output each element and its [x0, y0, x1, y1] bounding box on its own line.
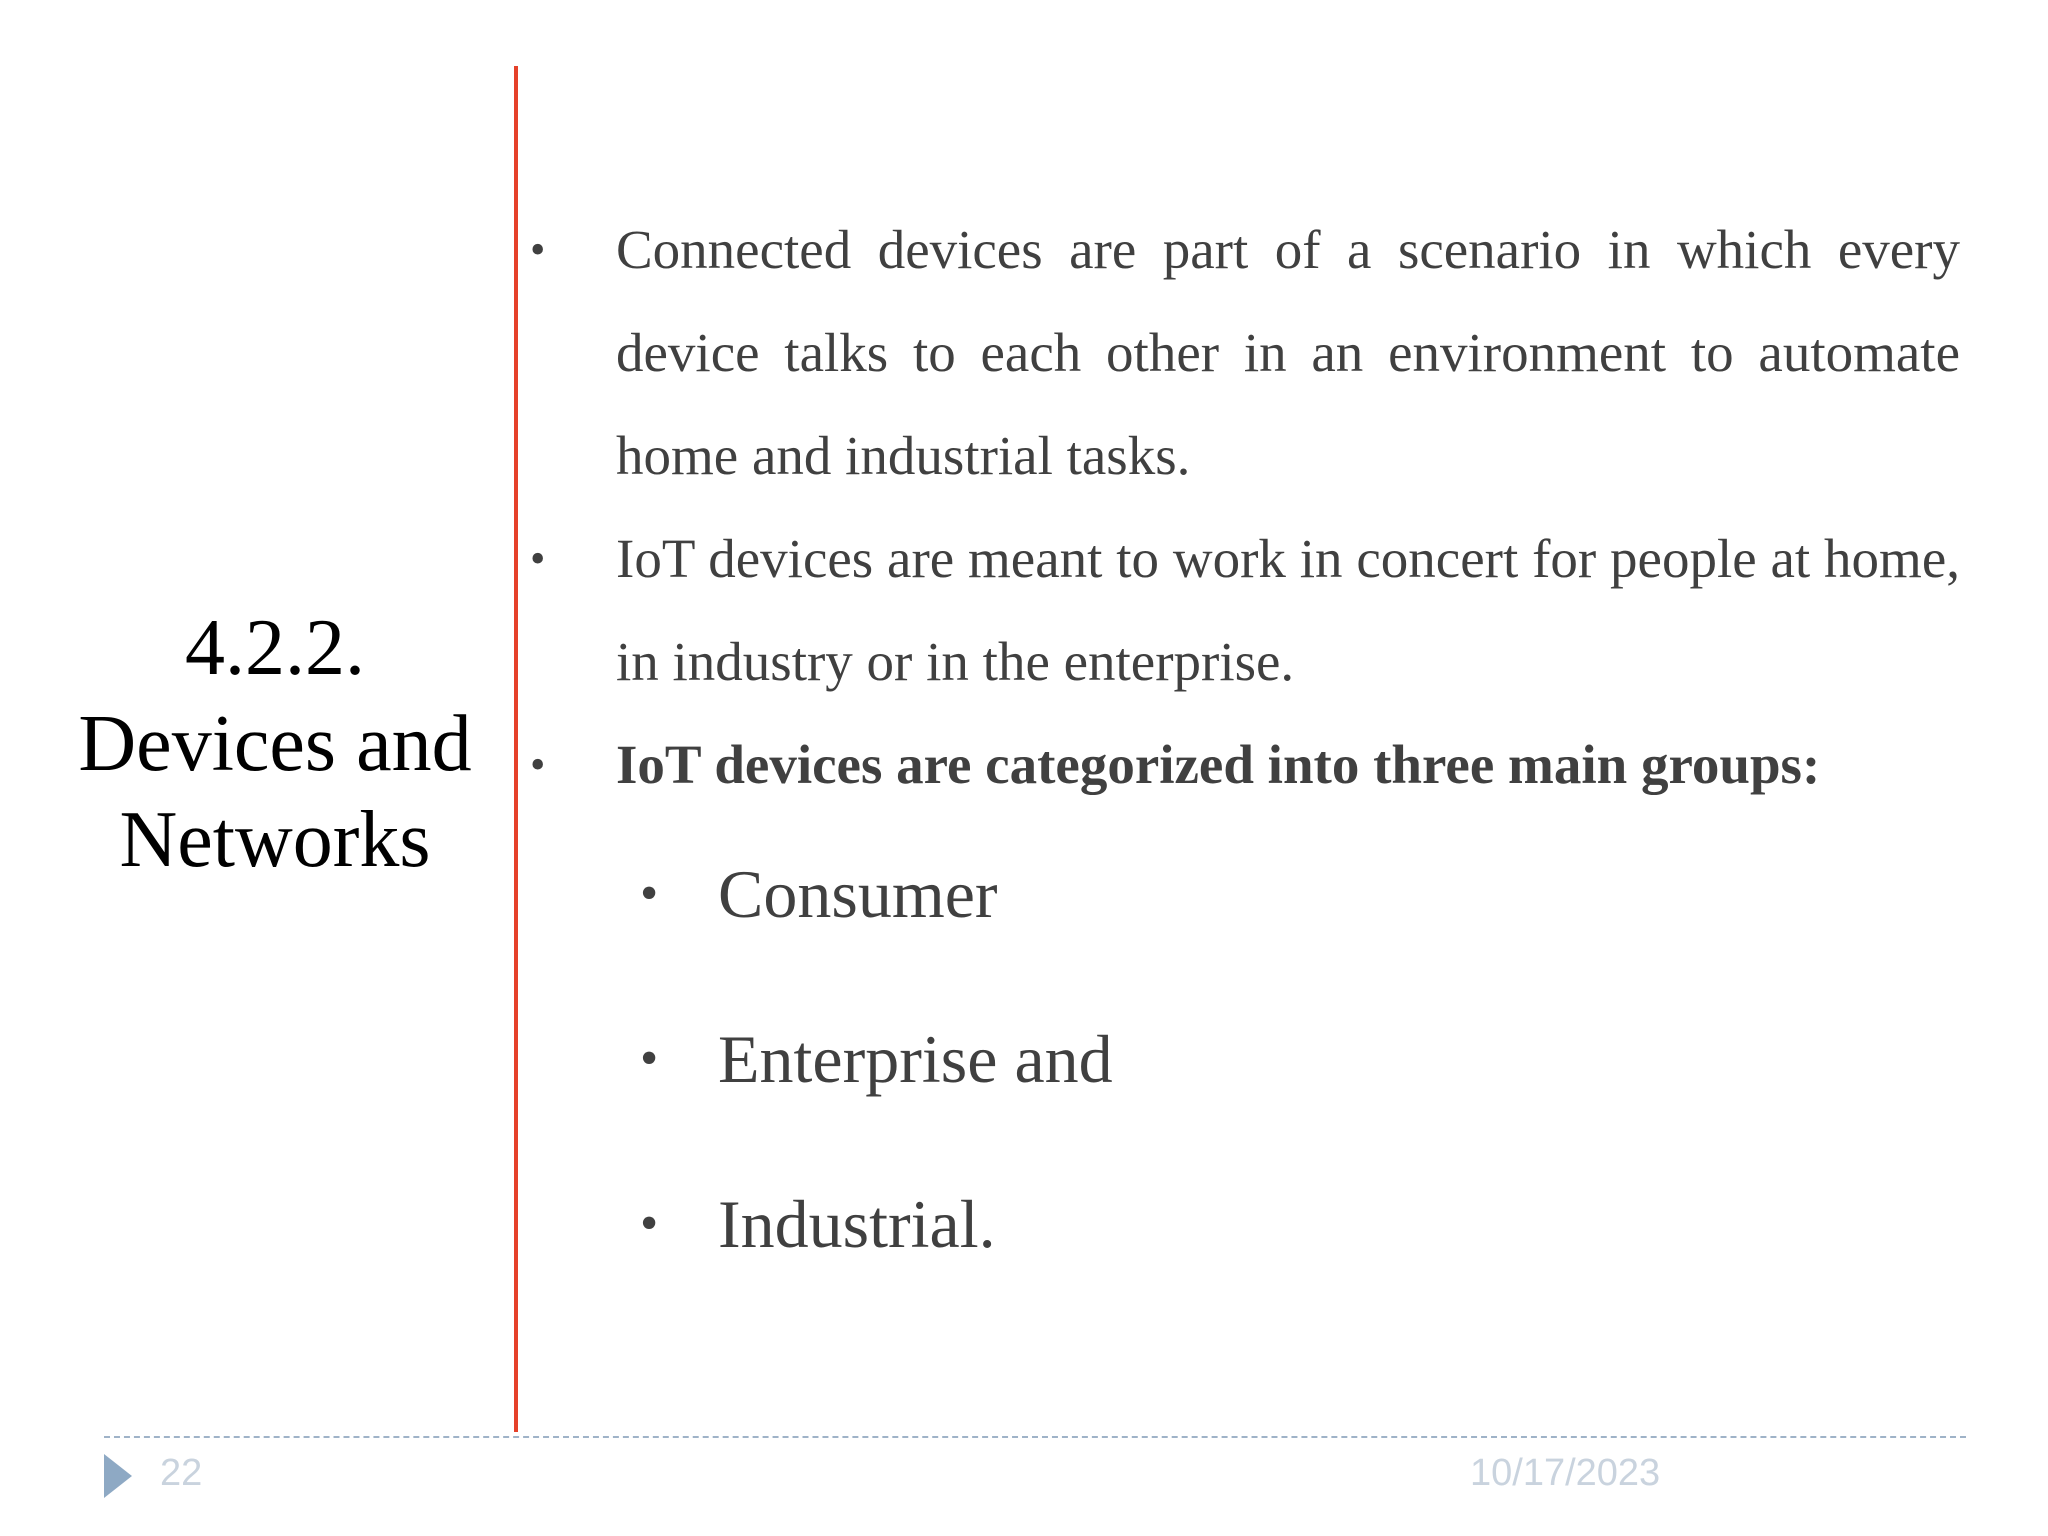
vertical-divider	[514, 66, 518, 1432]
bullet-marker: •	[640, 865, 659, 922]
sub-bullet-list	[530, 854, 1960, 1349]
section-title	[60, 600, 490, 888]
sub-bullet-text: Industrial.	[718, 1186, 996, 1262]
sub-bullet-text: Consumer	[718, 856, 998, 932]
page-number: 22	[160, 1452, 203, 1494]
sub-bullet-item	[640, 1019, 1960, 1184]
bullet-text: Connected devices are part of a scenario in which every device talks to each other in an environment to automate home and industrial tasks.	[616, 219, 1960, 486]
footer-date: 10/17/2023	[1470, 1452, 1661, 1494]
bullet-marker: •	[640, 1195, 659, 1252]
footer-divider	[104, 1436, 1966, 1438]
section-title-line: 4.2.2.	[185, 604, 365, 692]
section-title-line: Networks	[119, 796, 431, 884]
sub-bullet-item	[640, 854, 1960, 1019]
triangle-right-icon	[104, 1454, 132, 1498]
bullet-item-heading	[530, 713, 1960, 816]
bullet-item	[530, 507, 1960, 713]
bullet-marker: •	[530, 534, 546, 583]
sub-bullet-item	[640, 1184, 1960, 1349]
bullet-list	[530, 198, 1960, 1349]
bullet-marker: •	[640, 1030, 659, 1087]
bullet-marker: •	[530, 225, 546, 274]
sub-bullet-text: Enterprise and	[718, 1021, 1113, 1097]
bullet-text: IoT devices are categorized into three main groups:	[616, 734, 1821, 795]
bullet-marker: •	[530, 740, 546, 789]
bullet-text: IoT devices are meant to work in concert for people at home, in industry or in the enterprise.	[616, 528, 1960, 692]
bullet-item	[530, 198, 1960, 507]
section-title-line: Devices and	[78, 700, 472, 788]
